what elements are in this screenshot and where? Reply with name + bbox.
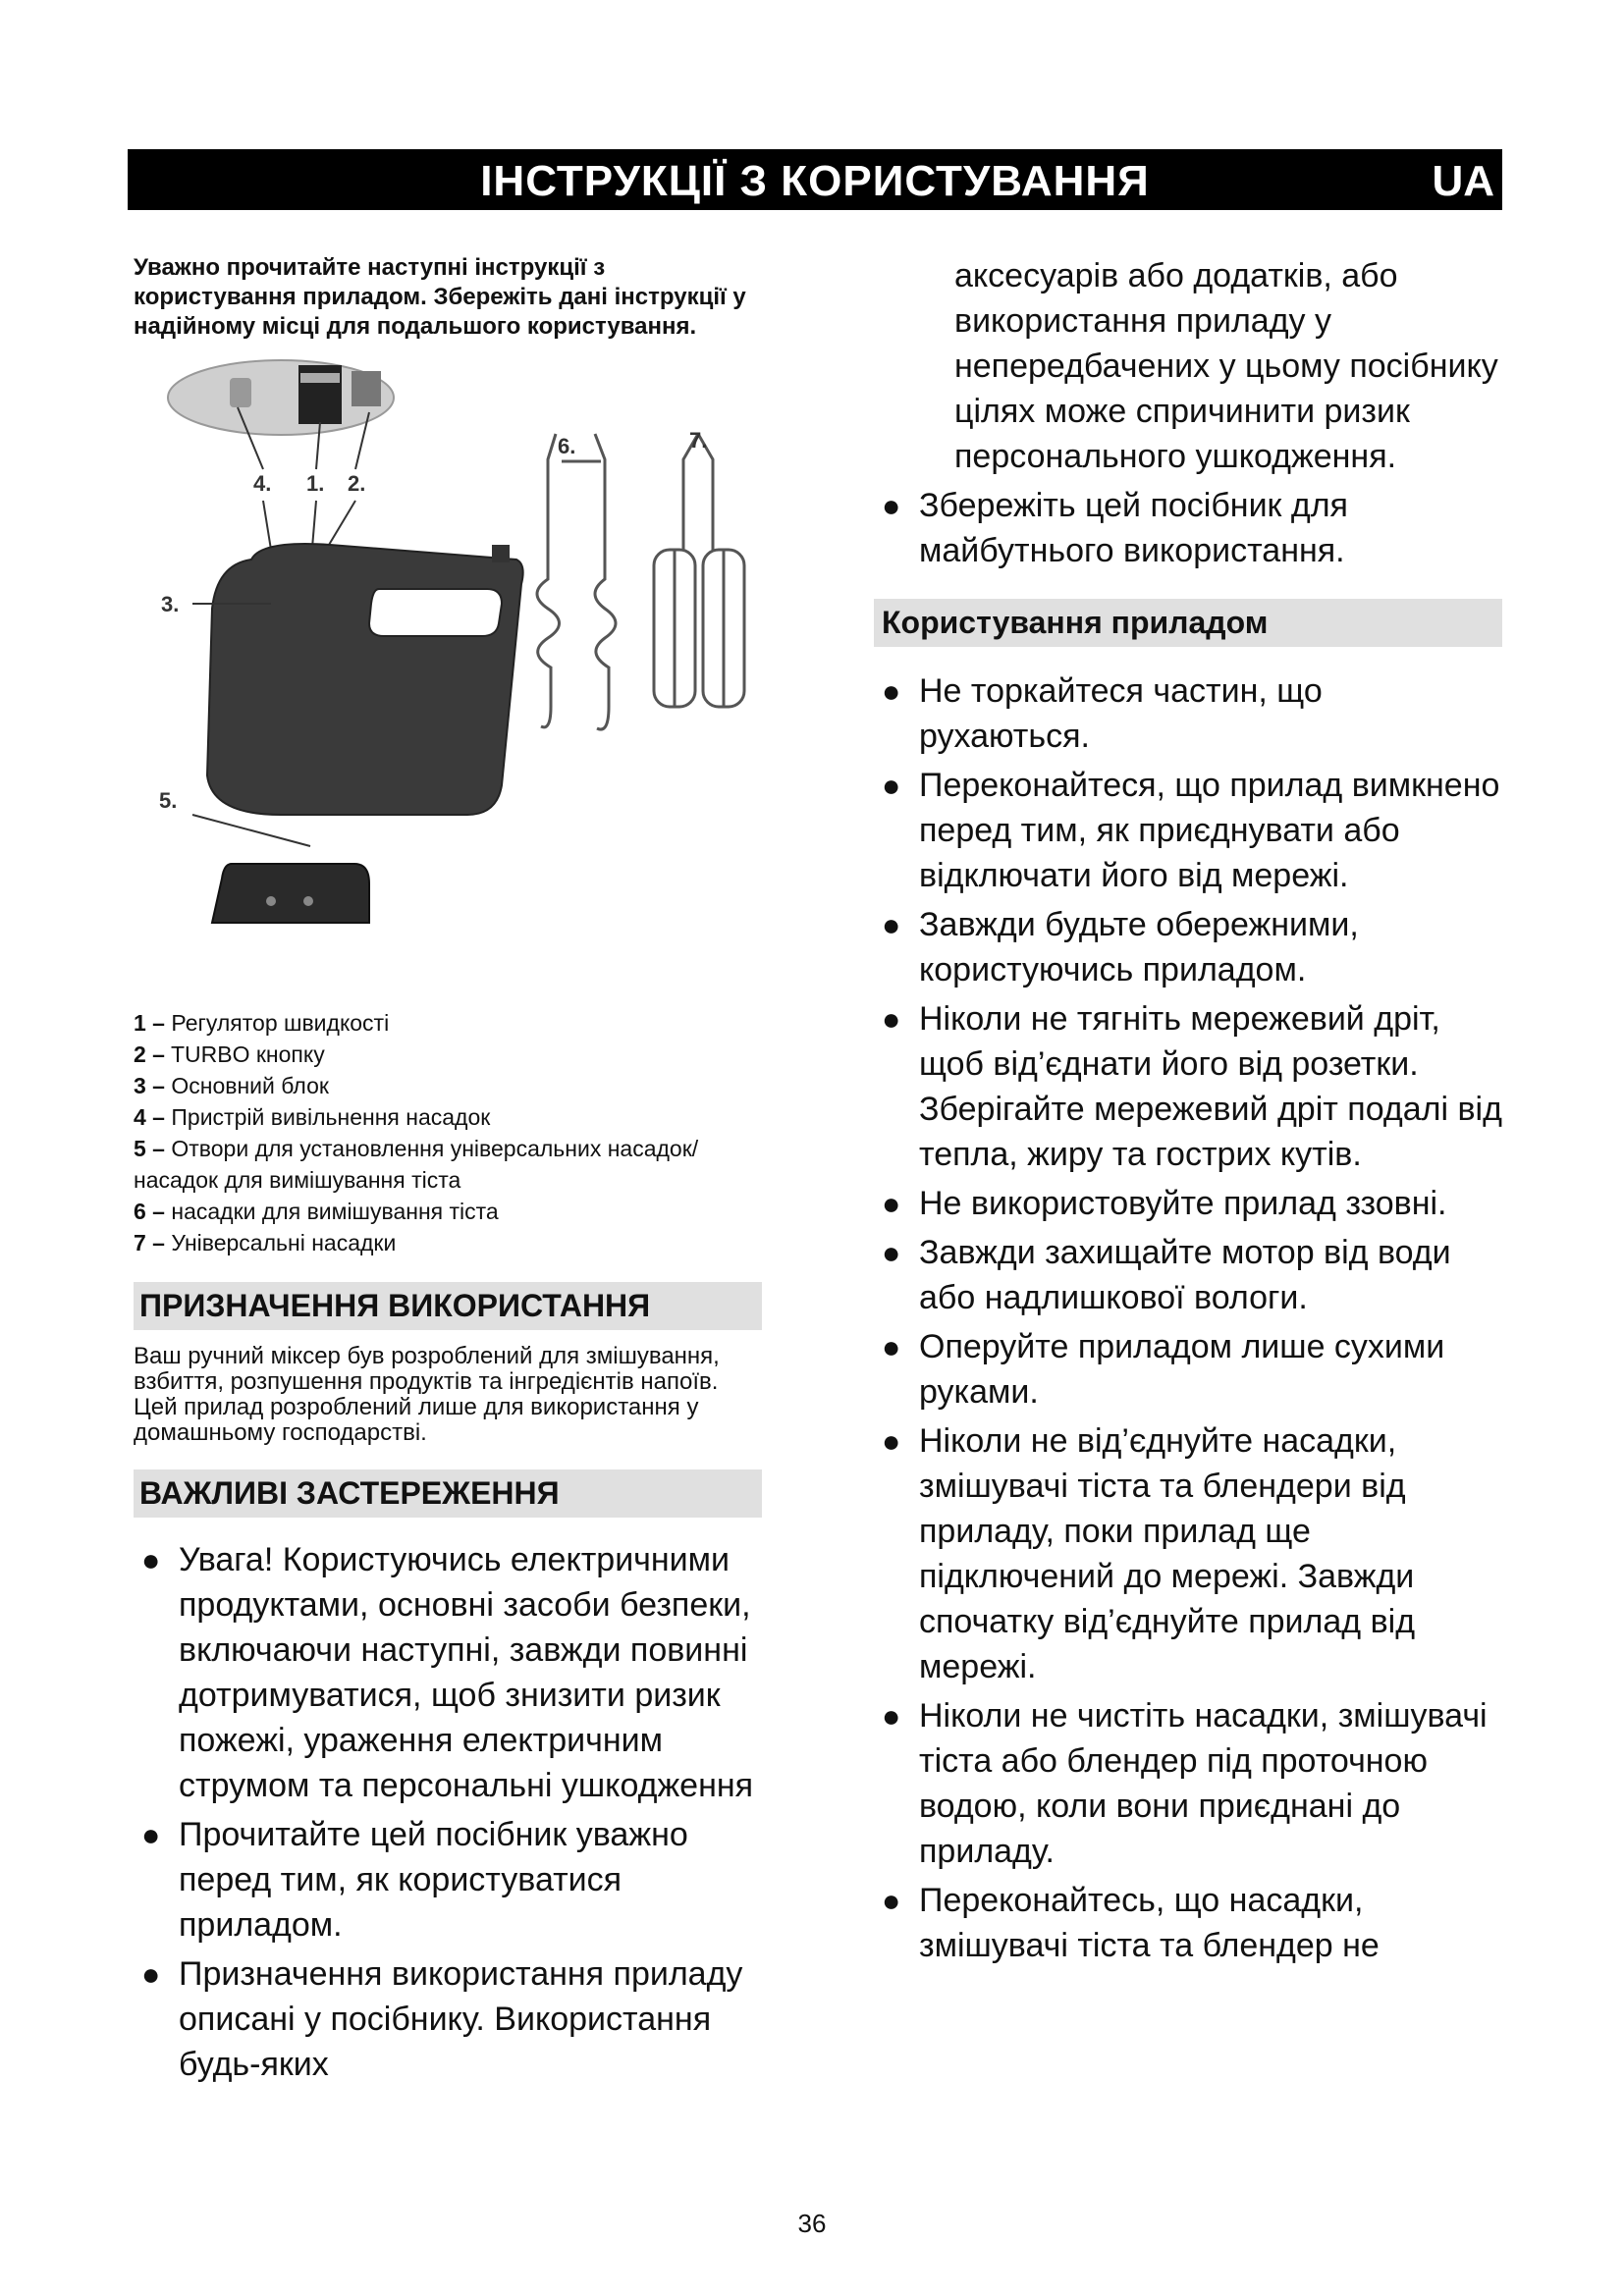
list-item [874, 1324, 1502, 1415]
bullet-icon: ● [882, 1186, 901, 1221]
right-column [874, 253, 1502, 1972]
list-item-text: Ніколи не тягніть мережевий дріт, щоб від’єднати його від розетки. Зберігайте мережевий дріт подалі від тепла, жиру та гострих кутів. [919, 1000, 1502, 1173]
list-item-text: Ніколи не від’єднуйте насадки, змішувачі тіста та блендери від приладу, поки прилад ще підключений до мережі. Завжди спочатку від’єднуйте прилад від мережі. [919, 1422, 1416, 1685]
bullet-icon: ● [882, 488, 901, 523]
mixer-bottom-sockets [212, 864, 369, 923]
part-text: Основний блок [171, 1073, 329, 1098]
callout-5: 5. [159, 788, 178, 813]
part-number: 5 – [134, 1136, 165, 1161]
mixer-handle-opening [369, 589, 502, 636]
safety-continuation: аксесуарів або додатків, або використання приладу у непередбачених у цьому посібнику цілях може спричинити ризик персонального ушкодження. [954, 257, 1498, 475]
parts-list [134, 1007, 762, 1258]
part-number: 2 – [134, 1041, 165, 1067]
list-item [134, 1951, 762, 2087]
part-number: 6 – [134, 1199, 165, 1224]
bullet-icon: ● [882, 1235, 901, 1270]
list-item [874, 483, 1502, 573]
list-item-text: Не використовуйте прилад ззовні. [919, 1185, 1447, 1222]
mixer-body [207, 544, 523, 815]
part-text: Універсальні насадки [171, 1230, 397, 1255]
list-item-text: Ніколи не чистіть насадки, змішувачі тіста або блендер під проточною водою, коли вони приєднані до приладу. [919, 1697, 1488, 1870]
part-row [134, 1196, 762, 1227]
part-text: Пристрій вивільнення насадок [171, 1104, 491, 1130]
intro-text: Уважно прочитайте наступні інструкції з користування приладом. Збережіть дані інструкції у надійному місці для подальшого користування. [134, 254, 746, 340]
bullet-icon: ● [882, 1001, 901, 1037]
callout-2: 2. [348, 471, 366, 496]
safety-list [134, 1537, 762, 2087]
part-row [134, 1227, 762, 1258]
part-text: Регулятор швидкості [171, 1010, 390, 1036]
bullet-icon: ● [882, 768, 901, 803]
purpose-text: Ваш ручний міксер був розроблений для змішування, взбиття, розпушення продуктів та інгредієнтів напоїв. Цей прилад розроблений лише для використання у домашньому господарстві. [134, 1343, 720, 1446]
page-number: 36 [797, 2209, 827, 2238]
purpose-heading: ПРИЗНАЧЕННЯ ВИКОРИСТАННЯ [134, 1282, 762, 1330]
list-item-text: Не торкайтеся частин, що рухаються. [919, 672, 1323, 755]
bullet-icon: ● [141, 1542, 161, 1577]
bullet-icon: ● [882, 907, 901, 942]
bullet-icon: ● [882, 1423, 901, 1459]
usage-list [874, 668, 1502, 1968]
list-item [874, 996, 1502, 1177]
list-item-text: Збережіть цей посібник для майбутнього використання. [919, 487, 1348, 569]
list-item [874, 1693, 1502, 1874]
list-item [874, 902, 1502, 992]
dough-hooks [537, 434, 616, 729]
safety-heading: ВАЖЛИВІ ЗАСТЕРЕЖЕННЯ [134, 1469, 762, 1518]
page-title: ІНСТРУКЦІЇ З КОРИСТУВАННЯ [480, 157, 1150, 205]
list-item-text: Оперуйте приладом лише сухими руками. [919, 1328, 1445, 1411]
part-number: 7 – [134, 1230, 165, 1255]
part-row [134, 1133, 762, 1196]
part-row [134, 1039, 762, 1070]
list-item-text: Переконайтесь, що насадки, змішувачі тіста та блендер не [919, 1882, 1380, 1964]
universal-beaters [654, 434, 744, 707]
part-row [134, 1007, 762, 1039]
list-item [134, 1537, 762, 1808]
bullet-icon: ● [882, 1883, 901, 1918]
list-item [874, 1878, 1502, 1968]
part-text: Отвори для установлення універсальних насадок/насадок для вимішування тіста [134, 1136, 699, 1193]
language-code: UA [1432, 157, 1494, 205]
left-column [134, 253, 762, 2091]
callout-7: 7. [689, 428, 708, 453]
list-item [134, 1812, 762, 1948]
bullet-icon: ● [882, 1329, 901, 1364]
mixer-figure [134, 353, 762, 1001]
part-number: 4 – [134, 1104, 165, 1130]
bullet-icon: ● [882, 1698, 901, 1734]
part-row [134, 1101, 762, 1133]
bullet-icon: ● [141, 1956, 161, 1992]
part-number: 3 – [134, 1073, 165, 1098]
callout-1: 1. [306, 471, 325, 496]
part-number: 1 – [134, 1010, 165, 1036]
release-button-detail [230, 378, 251, 407]
usage-heading: Користування приладом [874, 599, 1502, 647]
bullet-icon: ● [882, 673, 901, 709]
list-item [874, 1181, 1502, 1226]
list-item-text: Завжди будьте обережними, користуючись приладом. [919, 906, 1359, 988]
list-item-text: Увага! Користуючись електричними продуктами, основні засоби безпеки, включаючи наступні, завжди повинні дотримуватися, щоб знизити ризик пожежі, ураження електричним струмом та персональні ушкодження [179, 1541, 754, 1804]
title-bar [128, 149, 1502, 210]
list-item [874, 1230, 1502, 1320]
part-row [134, 1070, 762, 1101]
list-item [874, 1418, 1502, 1689]
list-item-text: Прочитайте цей посібник уважно перед тим, як користуватися приладом. [179, 1816, 688, 1944]
list-item-text: Призначення використання приладу описані у посібнику. Використання будь-яких [179, 1955, 743, 2083]
callout-6: 6. [558, 434, 576, 458]
callout-3: 3. [161, 592, 180, 616]
bullet-icon: ● [141, 1817, 161, 1852]
safety-list-right [874, 483, 1502, 573]
mixer-illustration [134, 353, 762, 1001]
list-item-text: Завжди захищайте мотор від води або надлишкової вологи. [919, 1234, 1451, 1316]
part-text: TURBO кнопку [170, 1041, 325, 1067]
list-item [874, 668, 1502, 759]
list-item [874, 763, 1502, 898]
turbo-button-detail [352, 371, 381, 406]
list-item-text: Переконайтеся, що прилад вимкнено перед тим, як приєднувати або відключати його від мережі. [919, 767, 1500, 894]
callout-4: 4. [253, 471, 272, 496]
part-text: насадки для вимішування тіста [171, 1199, 499, 1224]
